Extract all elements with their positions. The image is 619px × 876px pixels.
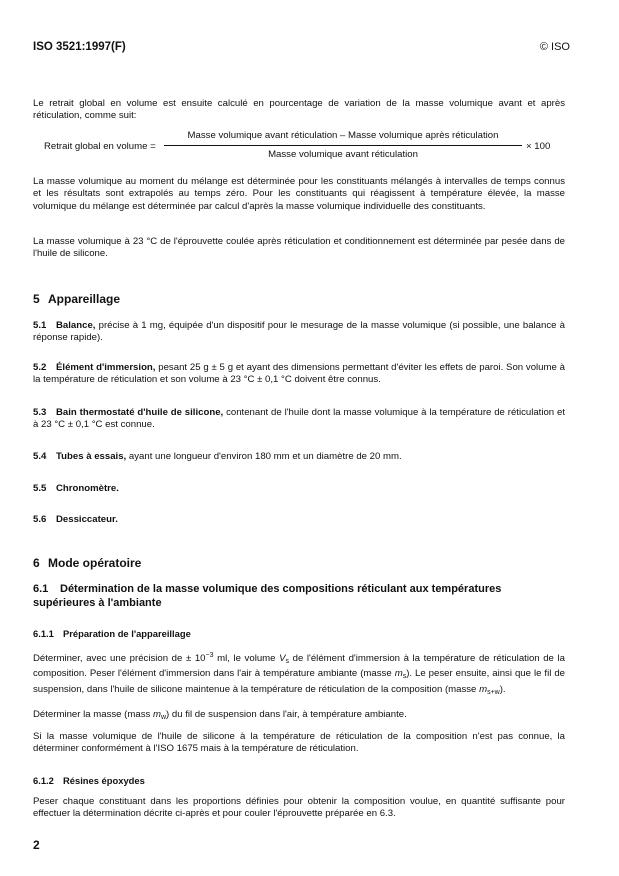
wire-mass-paragraph: Déterminer la masse (mass $m_w$) du fil de suspension dans l'air, à température ambiante. [33,709,407,721]
formula-numerator: Masse volumique avant réticulation – Masse volumique après réticulation [187,130,499,141]
formula-denominator: Masse volumique avant réticulation [268,149,418,160]
fraction-bar [164,145,522,146]
subsection-6-1-2-heading: 6.1.2 Résines époxydes [33,775,145,786]
apparatus-item-5-2: 5.2 Élément d'immersion, pesant 25 g ± 5 g et ayant des dimensions permettant d'éviter les effets de paroi. Son volume à la température de réticulation et son volume à 23 °C ± 0,1 °C doivent être connus. [33,362,565,386]
formula-label: Retrait global en volume = [44,141,156,152]
section-number: 6 [33,556,40,570]
section-6-heading [33,556,141,570]
apparatus-preparation-paragraph: Déterminer, avec une précision de ± $10^{-3}$ ml, le volume $V_s$ de l'élément d'immersion à la température de réticulation de la composition. Peser l'élément d'immersion dans l'air à température ambiante (masse $m_s$). Le peser ensuite, ainsi que le fil de suspension, dans l'huile de silicone maintenue à la température de réticulation de la composition (masse $m_{s+w}$). [33,652,565,696]
volume-shrinkage-formula [44,130,564,164]
apparatus-item-5-3: 5.3 Bain thermostaté d'huile de silicone, contenant de l'huile dont la masse volumique à la température de réticulation et à 23 °C ± 0,1 °C est connue. [33,407,565,431]
subsection-6-1-1-heading: 6.1.1 Préparation de l'appareillage [33,628,191,639]
oil-density-paragraph: Si la masse volumique de l'huile de silicone à la température de réticulation de la composition n'est pas connue, la déterminer conformément à l'ISO 1675 mais à la température de réticulation. [33,731,565,755]
section-5-heading [33,292,120,306]
subsection-6-1-heading: 6.1 Détermination de la masse volumique des compositions réticulant aux températures supérieures à l'ambiante [33,583,502,609]
apparatus-item-5-6: 5.6 Dessiccateur. [33,514,118,525]
mixture-density-paragraph: La masse volumique au moment du mélange est déterminée pour les constituants mélangés à intervalles de temps connus et les résultats sont extrapolés au temps zéro. Pour les constituants qui réagissent à température élevée, la masse volumique du mélange est déterminée par calcul d'après la masse volumique individuelle des constituants. [33,176,565,212]
page-number: 2 [33,838,40,852]
section-number: 5 [33,292,40,306]
intro-paragraph: Le retrait global en volume est ensuite calculé en pourcentage de variation de la masse volumique avant et après réticulation, comme suit: [33,98,565,122]
section-title: Mode opératoire [48,556,142,570]
epoxy-resins-paragraph: Peser chaque constituant dans les proportions définies pour obtenir la composition voulue, en quantité suffisante pour effectuer la détermination décrite ci-après et pour couler l'éprouvette préparée en 6.3. [33,796,565,820]
formula-multiplier: × 100 [526,141,551,152]
standard-reference: ISO 3521:1997(F) [33,41,126,53]
specimen-density-paragraph: La masse volumique à 23 °C de l'éprouvette coulée après réticulation et conditionnement est déterminée par pesée dans de l'huile de silicone. [33,236,565,260]
apparatus-item-5-4: 5.4 Tubes à essais, ayant une longueur d'environ 180 mm et un diamètre de 20 mm. [33,451,402,462]
apparatus-item-5-1: 5.1 Balance, précise à 1 mg, équipée d'un dispositif pour le mesurage de la masse volumique (si possible, une balance à réponse rapide). [33,320,565,344]
apparatus-item-5-5: 5.5 Chronomètre. [33,483,119,494]
copyright-mark: © ISO [539,41,570,53]
section-title: Appareillage [48,292,121,306]
